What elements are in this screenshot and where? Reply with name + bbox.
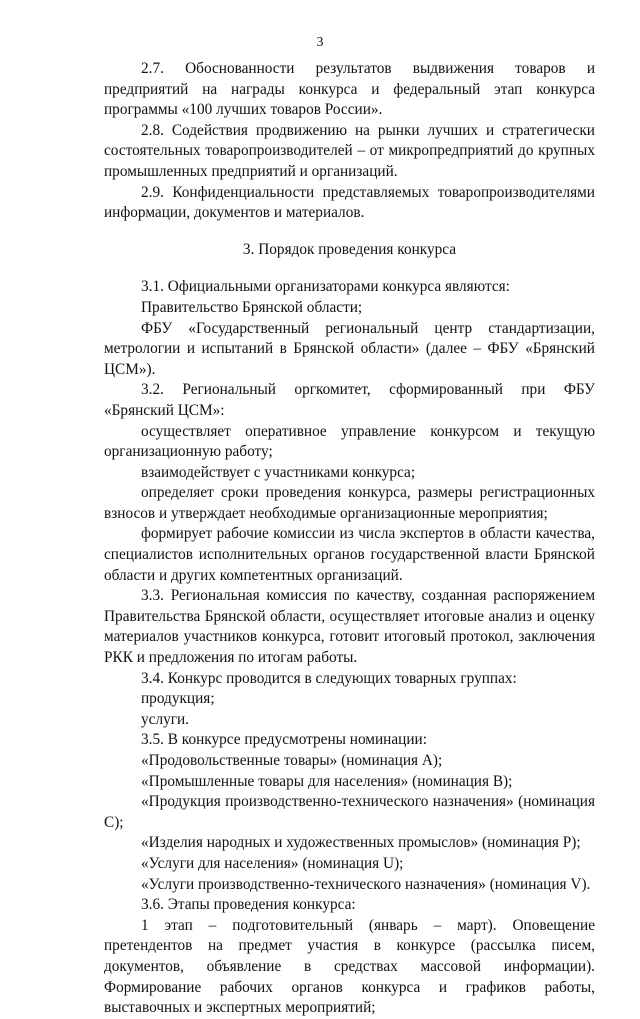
organizer-item: ФБУ «Государственный региональный центр стандартизации, метрологии и испытаний в Брянской области» (далее – ФБУ «Брянский ЦСМ»).: [104, 319, 595, 378]
paragraph-2-8: 2.8. Содействия продвижению на рынки лучших и стратегически состоятельных товаропроизводителей – от микропредприятий до крупных промышленных предприятий и организаций.: [104, 121, 595, 180]
stage-1-item: 1 этап – подготовительный (январь – март). Оповещение претендентов на предмет участия в конкурсе (рассылка писем, документов, объявление в средствах массовой информации). Формирование рабочих органов конкурса и графиков работы, выставочных и экспертных мероприятий;: [104, 916, 595, 1017]
paragraph-3-4: 3.4. Конкурс проводится в следующих товарных группах:: [141, 669, 517, 687]
paragraph-2-7: 2.7. Обоснованности результатов выдвижения товаров и предприятий на награды конкурса и федеральный этап конкурса программы «100 лучших товаров России».: [104, 60, 595, 119]
orgcommittee-duty: формирует рабочие комиссии из числа экспертов в области качества, специалистов исполнительных органов государственной власти Брянской области и других компетентных организаций.: [104, 525, 595, 584]
nomination-item: «Продукция производственно-технического назначения» (номинация С);: [104, 793, 595, 831]
orgcommittee-duty: осуществляет оперативное управление конкурсом и текущую организационную работу;: [104, 422, 595, 461]
paragraph-3-6: 3.6. Этапы проведения конкурса:: [141, 896, 356, 914]
orgcommittee-duty: определяет сроки проведения конкурса, размеры регистрационных взносов и утверждает необходимые организационные мероприятия;: [104, 484, 595, 522]
paragraph-3-5: 3.5. В конкурсе предусмотрены номинации:: [141, 731, 427, 749]
nomination-item: «Продовольственные товары» (номинация А);: [141, 752, 443, 769]
paragraph-2-9: 2.9. Конфиденциальности представляемых товаропроизводителями информации, документов и материалов.: [104, 183, 595, 222]
document-body: [104, 59, 595, 1019]
product-group-item: услуги.: [141, 710, 190, 728]
paragraph-3-3: 3.3. Региональная комиссия по качеству, созданная распоряжением Правительства Брянской области, осуществляет итоговые анализ и оценку материалов участников конкурса, готовит итоговый протокол, заключения РКК и предложения по итогам работы.: [104, 587, 595, 667]
nomination-item: «Услуги производственно-технического назначения» (номинация V).: [141, 875, 591, 893]
nomination-item: «Услуги для населения» (номинация U);: [141, 854, 404, 872]
product-group-item: продукция;: [141, 690, 215, 708]
orgcommittee-duty: взаимодействует с участниками конкурса;: [141, 463, 416, 481]
paragraph-3-2: 3.2. Региональный оргкомитет, сформированный при ФБУ «Брянский ЦСМ»:: [104, 381, 595, 419]
nomination-item: «Изделия народных и художественных промыслов» (номинация Р);: [141, 834, 581, 852]
page-number: 3: [316, 35, 324, 50]
organizer-item: Правительство Брянской области;: [141, 298, 363, 316]
section-3-heading: 3. Порядок проведения конкурса: [242, 240, 457, 258]
paragraph-3-1: 3.1. Официальными организаторами конкурса являются:: [141, 278, 510, 296]
nomination-item: «Промышленные товары для населения» (номинация В);: [141, 772, 513, 790]
